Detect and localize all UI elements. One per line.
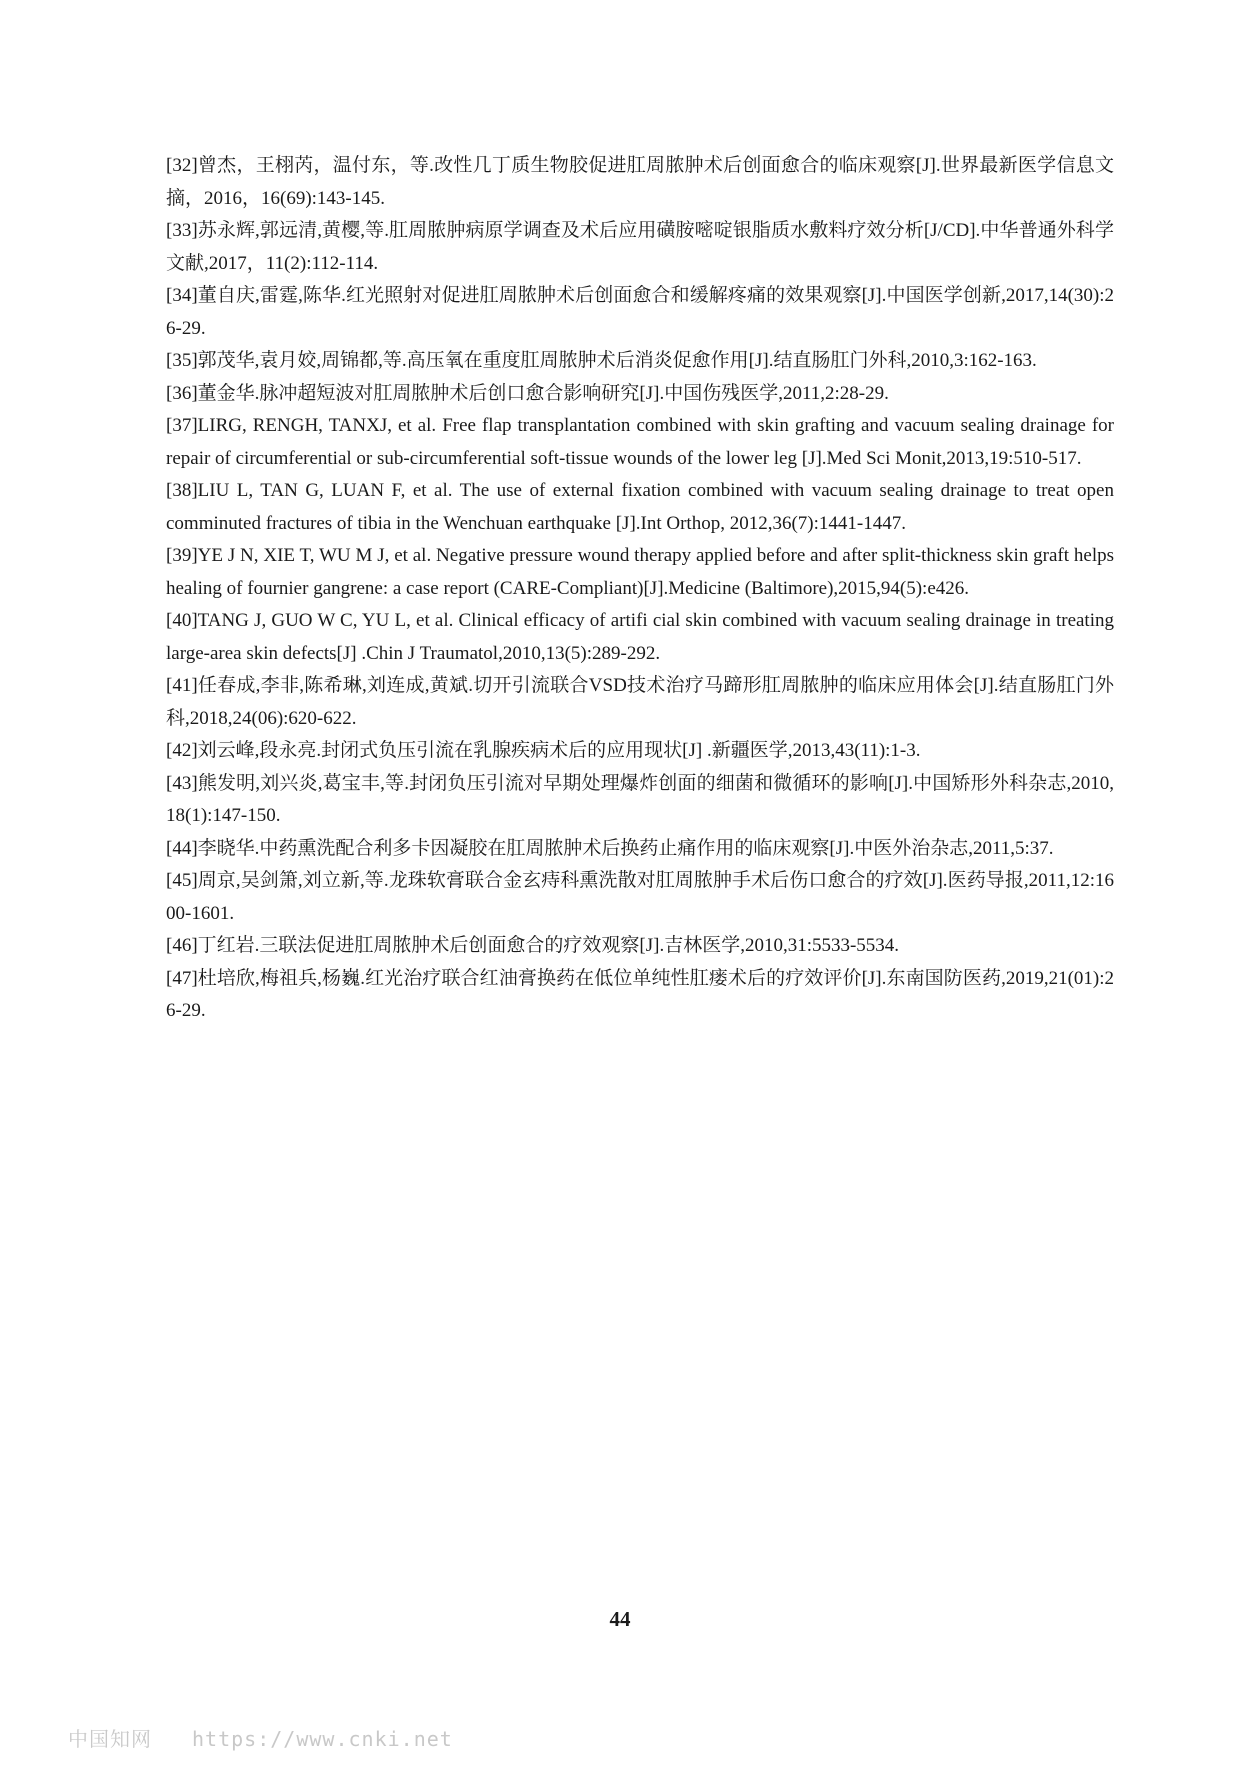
reference-item: [34]董自庆,雷霆,陈华.红光照射对促进肛周脓肿术后创面愈合和缓解疼痛的效果观察[J].中国医学创新,2017,14(30):26-29.: [166, 285, 1114, 339]
watermark-brand: 中国知网: [68, 1729, 152, 1751]
reference-item: [47]杜培欣,梅祖兵,杨巍.红光治疗联合红油膏换药在低位单纯性肛瘘术后的疗效评价[J].东南国防医药,2019,21(01):26-29.: [166, 967, 1114, 1021]
reference-item: [32]曾杰，王栩芮，温付东，等.改性几丁质生物胶促进肛周脓肿术后创面愈合的临床观察[J].世界最新医学信息文摘，2016，16(69):143-145.: [166, 155, 1114, 209]
reference-item: [38]LIU L, TAN G, LUAN F, et al. The use of external fixation combined with vacuum sealing drainage to treat open comminuted fractures of tibia in the Wenchuan earthquake [J].Int Orthop, 2012,36(7):1441-1447.: [166, 480, 1114, 534]
reference-item: [37]LIRG, RENGH, TANXJ, et al. Free flap transplantation combined with skin grafting and vacuum sealing drainage for repair of circumferential or sub-circumferential soft-tissue wounds of the lower leg [J].Med Sci Monit,2013,19:510-517.: [166, 415, 1114, 469]
reference-item: [40]TANG J, GUO W C, YU L, et al. Clinical efficacy of artifi cial skin combined with vacuum sealing drainage in treating large-area skin defects[J] .Chin J Traumatol,2010,13(5):289-292.: [166, 610, 1114, 664]
page-number: 44: [609, 1607, 631, 1631]
reference-item: [44]李晓华.中药熏洗配合利多卡因凝胶在肛周脓肿术后换药止痛作用的临床观察[J].中医外治杂志,2011,5:37.: [166, 837, 1054, 859]
reference-list: [166, 150, 1114, 1028]
reference-item: [46]丁红岩.三联法促进肛周脓肿术后创面愈合的疗效观察[J].吉林医学,2010,31:5533-5534.: [166, 935, 900, 956]
reference-item: [33]苏永辉,郭远清,黄樱,等.肛周脓肿病原学调查及术后应用磺胺嘧啶银脂质水敷料疗效分析[J/CD].中华普通外科学文献,2017，11(2):112-114.: [166, 220, 1114, 274]
reference-item: [42]刘云峰,段永亮.封闭式负压引流在乳腺疾病术后的应用现状[J] .新疆医学,2013,43(11):1-3.: [166, 740, 921, 761]
cnki-watermark: [44, 1700, 453, 1775]
watermark-url: https://www.cnki.net: [192, 1727, 453, 1751]
reference-item: [43]熊发明,刘兴炎,葛宝丰,等.封闭负压引流对早期处理爆炸创面的细菌和微循环的影响[J].中国矫形外科杂志,2010,18(1):147-150.: [166, 772, 1114, 826]
reference-item: [39]YE J N, XIE T, WU M J, et al. Negative pressure wound therapy applied before and after split-thickness skin graft helps healing of fournier gangrene: a case report (CARE-Compliant)[J].Medicine (Baltimore),2015,94(5):e426.: [166, 545, 1114, 599]
reference-item: [35]郭茂华,袁月姣,周锦都,等.高压氧在重度肛周脓肿术后消炎促愈作用[J].结直肠肛门外科,2010,3:162-163.: [166, 350, 1037, 371]
reference-item: [36]董金华.脉冲超短波对肛周脓肿术后创口愈合影响研究[J].中国伤残医学,2011,2:28-29.: [166, 382, 889, 404]
reference-item: [45]周京,吴剑箫,刘立新,等.龙珠软膏联合金玄痔科熏洗散对肛周脓肿手术后伤口愈合的疗效[J].医药导报,2011,12:1600-1601.: [166, 870, 1114, 924]
reference-item: [41]任春成,李非,陈希琳,刘连成,黄斌.切开引流联合VSD技术治疗马蹄形肛周脓肿的临床应用体会[J].结直肠肛门外科,2018,24(06):620-622.: [166, 675, 1114, 729]
